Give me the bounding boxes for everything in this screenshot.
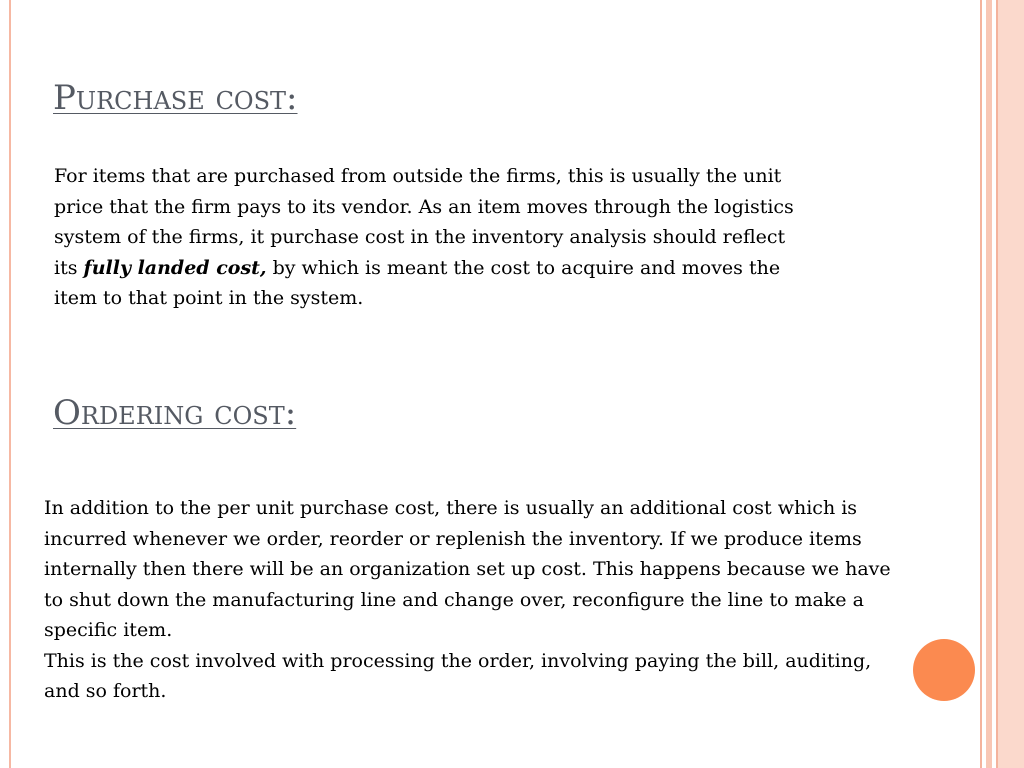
ordering-paragraph-1: In addition to the per unit purchase cost, there is usually an additional cost which is incurred whenever we order, reorder or replenish the inventory. If we produce items internally then there will be an organization set up cost. This happens because we have to shut down the manufacturing line and change over, reconfigure the line to make a specific item. [44, 497, 891, 641]
purchase-cost-paragraph [54, 161, 799, 314]
fully-landed-cost-emphasis: fully landed cost, [83, 256, 267, 279]
ordering-paragraph-2: This is the cost involved with processing the order, involving paying the bill, auditing, and so forth. [44, 649, 872, 702]
purchase-cost-heading: Purchase cost: [53, 78, 298, 118]
right-frame-stripes [978, 0, 1024, 768]
ordering-cost-paragraph [44, 493, 904, 707]
left-frame-line [9, 0, 11, 768]
accent-circle [913, 639, 975, 701]
purchase-text-start: For items that are purchased from outside the firms, this is usually the unit price that the firm pays to its vendor. As an item moves through the logistics system of the firms, it purchase cost in the inventory analysis should reflect its [54, 165, 794, 279]
ordering-cost-heading: Ordering cost: [53, 393, 297, 433]
purchase-text-end: by which is meant the cost to acquire and moves the item to that point in the system. [54, 256, 781, 309]
